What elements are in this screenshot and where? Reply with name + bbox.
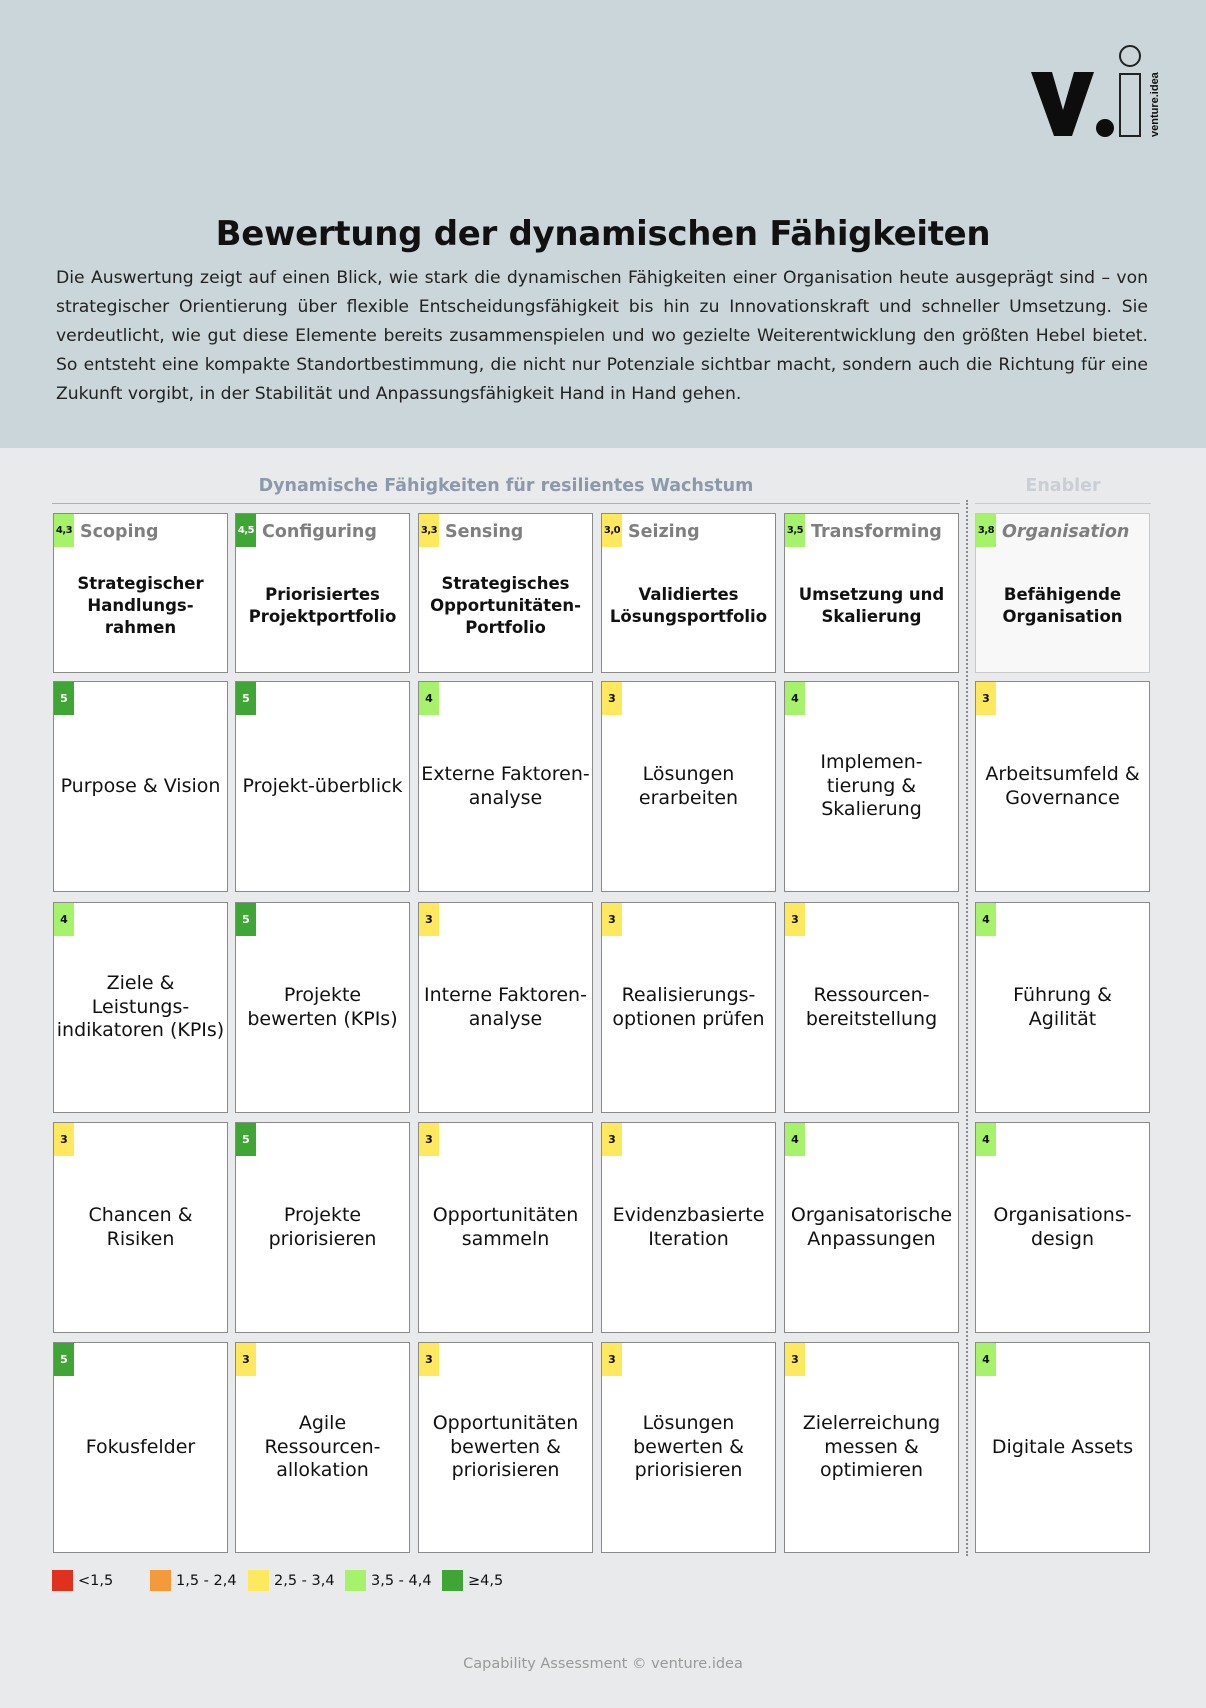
capability-label: Digitale Assets <box>991 1435 1134 1458</box>
capability-card <box>418 902 593 1113</box>
capability-card <box>975 902 1150 1113</box>
footer: Capability Assessment © venture.idea <box>463 1656 743 1672</box>
legend-label: <1,5 <box>78 1572 114 1589</box>
capability-score-badge: 3 <box>976 682 996 715</box>
legend-swatch <box>52 1570 73 1591</box>
logo-wordmark: venture.idea <box>1149 72 1161 137</box>
capability-label: Fokusfelder <box>85 1435 196 1458</box>
capability-card <box>784 902 959 1113</box>
legend-swatch <box>150 1570 171 1591</box>
capability-card <box>601 902 776 1113</box>
phase-header-card <box>975 513 1150 673</box>
capability-label: Interne Faktoren-analyse <box>424 984 587 1030</box>
capability-label: Opportunitäten sammeln <box>432 1204 579 1250</box>
phase-score-badge: 3,0 <box>602 514 622 547</box>
capability-score-badge: 4 <box>976 903 996 936</box>
phase-score-badge: 4,3 <box>54 514 74 547</box>
capability-label: Opportunitäten bewerten & priorisieren <box>432 1412 579 1482</box>
legend-item <box>248 1570 335 1591</box>
phase-heading: Validiertes Lösungsportfolio <box>609 585 768 626</box>
capability-score-badge: 3 <box>785 1343 805 1376</box>
capability-card <box>975 1342 1150 1553</box>
capability-card <box>601 1122 776 1333</box>
capability-card <box>418 681 593 892</box>
phase-name: Sensing <box>445 522 524 542</box>
capability-score-badge: 4 <box>976 1343 996 1376</box>
capability-score-badge: 3 <box>602 903 622 936</box>
page-title: Bewertung der dynamischen Fähigkeiten <box>215 214 991 254</box>
capability-label: Agile Ressourcen-allokation <box>264 1412 381 1482</box>
capability-label: Organisations-design <box>993 1204 1132 1250</box>
legend-item <box>150 1570 237 1591</box>
phase-heading: Strategischer Handlungs-rahmen <box>77 574 204 637</box>
capability-label: Purpose & Vision <box>60 774 221 797</box>
capability-label: Implemen-tierung & Skalierung <box>820 751 923 821</box>
capability-label: Chancen & Risiken <box>88 1204 193 1250</box>
capability-card <box>975 1122 1150 1333</box>
phase-header-card <box>784 513 959 673</box>
legend-item <box>52 1570 113 1591</box>
phase-heading: Befähigende Organisation <box>1002 585 1123 626</box>
capability-score-badge: 4 <box>785 682 805 715</box>
enabler-divider <box>966 500 968 1556</box>
legend-item <box>345 1570 432 1591</box>
capability-score-badge: 4 <box>54 903 74 936</box>
phase-name: Transforming <box>811 522 942 542</box>
phase-score-badge: 3,8 <box>976 514 996 547</box>
phase-header-card <box>601 513 776 673</box>
capability-card <box>975 681 1150 892</box>
phase-header-card <box>53 513 228 673</box>
capability-label: Lösungen erarbeiten <box>638 763 739 809</box>
phase-name: Seizing <box>628 522 700 542</box>
phase-heading: Umsetzung und Skalierung <box>798 585 945 626</box>
capability-score-badge: 5 <box>236 903 256 936</box>
phase-score-badge: 3,5 <box>785 514 805 547</box>
capability-card <box>235 1122 410 1333</box>
capability-card <box>601 681 776 892</box>
capability-card <box>53 902 228 1113</box>
intro-paragraph: Die Auswertung zeigt auf einen Blick, wie stark die dynamischen Fähigkeiten einer Organisation heute ausgeprägt sind – von strategischer Orientierung über flexible Entscheidungsfähigkeit bis hin zu Innovationskraft und schneller Umsetzung. Sie verdeutlicht, wie gut diese Elemente bereits zusammenspielen und wo gezielte Weiterentwicklung den größten Hebel bietet. So entsteht eine kompakte Standortbestimmung, die nicht nur Potenziale sichtbar macht, sondern auch die Richtung für eine Zukunft vorgibt, in der Stabilität und Anpassungsfähigkeit Hand in Hand gehen. <box>56 268 1148 404</box>
capability-score-badge: 3 <box>602 1343 622 1376</box>
capability-card <box>418 1122 593 1333</box>
capability-label: Lösungen bewerten & priorisieren <box>633 1412 744 1482</box>
capability-card <box>784 1122 959 1333</box>
capability-score-badge: 4 <box>785 1123 805 1156</box>
capability-score-badge: 3 <box>602 682 622 715</box>
phase-header-card <box>235 513 410 673</box>
section-title-enabler: Enabler <box>975 476 1151 504</box>
capability-label: Führung & Agilität <box>1013 984 1112 1030</box>
phase-score-badge: 3,3 <box>419 514 439 547</box>
capability-score-badge: 5 <box>54 682 74 715</box>
capability-label: Arbeitsumfeld & Governance <box>985 763 1140 809</box>
legend-label: ≥4,5 <box>468 1572 504 1589</box>
capability-score-badge: 4 <box>419 682 439 715</box>
capability-score-badge: 3 <box>419 1343 439 1376</box>
capability-score-badge: 5 <box>236 1123 256 1156</box>
section-title-dynamic-capabilities: Dynamische Fähigkeiten für resilientes Wachstum <box>52 476 960 504</box>
capability-card <box>53 681 228 892</box>
capability-score-badge: 5 <box>236 682 256 715</box>
legend-swatch <box>442 1570 463 1591</box>
capability-card <box>601 1342 776 1553</box>
phase-heading: Priorisiertes Projektportfolio <box>248 585 397 626</box>
capability-score-badge: 3 <box>236 1343 256 1376</box>
capability-label: Organisatorische Anpassungen <box>790 1204 953 1250</box>
capability-card <box>235 681 410 892</box>
legend-swatch <box>345 1570 366 1591</box>
capability-label: Projekt-überblick <box>242 774 403 797</box>
capability-label: Realisierungs-optionen prüfen <box>612 984 765 1030</box>
capability-label: Evidenzbasierte Iteration <box>612 1204 765 1250</box>
legend-label: 1,5 - 2,4 <box>176 1572 237 1589</box>
capability-card <box>53 1122 228 1333</box>
header-band <box>0 0 1206 448</box>
phase-name: Organisation <box>1002 522 1130 542</box>
legend-label: 3,5 - 4,4 <box>371 1572 432 1589</box>
capability-score-badge: 3 <box>602 1123 622 1156</box>
legend-label: 2,5 - 3,4 <box>274 1572 335 1589</box>
phase-name: Scoping <box>80 522 159 542</box>
phase-score-badge: 4,5 <box>236 514 256 547</box>
capability-label: Projekte priorisieren <box>268 1204 377 1250</box>
legend-item <box>442 1570 503 1591</box>
capability-card <box>235 1342 410 1553</box>
capability-score-badge: 5 <box>54 1343 74 1376</box>
capability-label: Zielerreichung messen & optimieren <box>802 1412 941 1482</box>
legend-swatch <box>248 1570 269 1591</box>
capability-card <box>235 902 410 1113</box>
capability-label: Ziele & Leistungs-indikatoren (KPIs) <box>56 972 225 1042</box>
phase-header-card <box>418 513 593 673</box>
phase-name: Configuring <box>262 522 377 542</box>
capability-card <box>784 1342 959 1553</box>
capability-score-badge: 3 <box>419 1123 439 1156</box>
capability-score-badge: 3 <box>785 903 805 936</box>
capability-score-badge: 3 <box>419 903 439 936</box>
capability-label: Externe Faktoren-analyse <box>421 763 590 809</box>
capability-card <box>784 681 959 892</box>
capability-score-badge: 4 <box>976 1123 996 1156</box>
capability-label: Projekte bewerten (KPIs) <box>247 984 398 1030</box>
phase-heading: Strategisches Opportunitäten-Portfolio <box>430 574 581 637</box>
capability-score-badge: 3 <box>54 1123 74 1156</box>
legend <box>52 1570 652 1594</box>
capability-label: Ressourcen-bereitstellung <box>805 984 938 1030</box>
capability-card <box>53 1342 228 1553</box>
capability-card <box>418 1342 593 1553</box>
venture-idea-logo <box>1028 44 1162 144</box>
